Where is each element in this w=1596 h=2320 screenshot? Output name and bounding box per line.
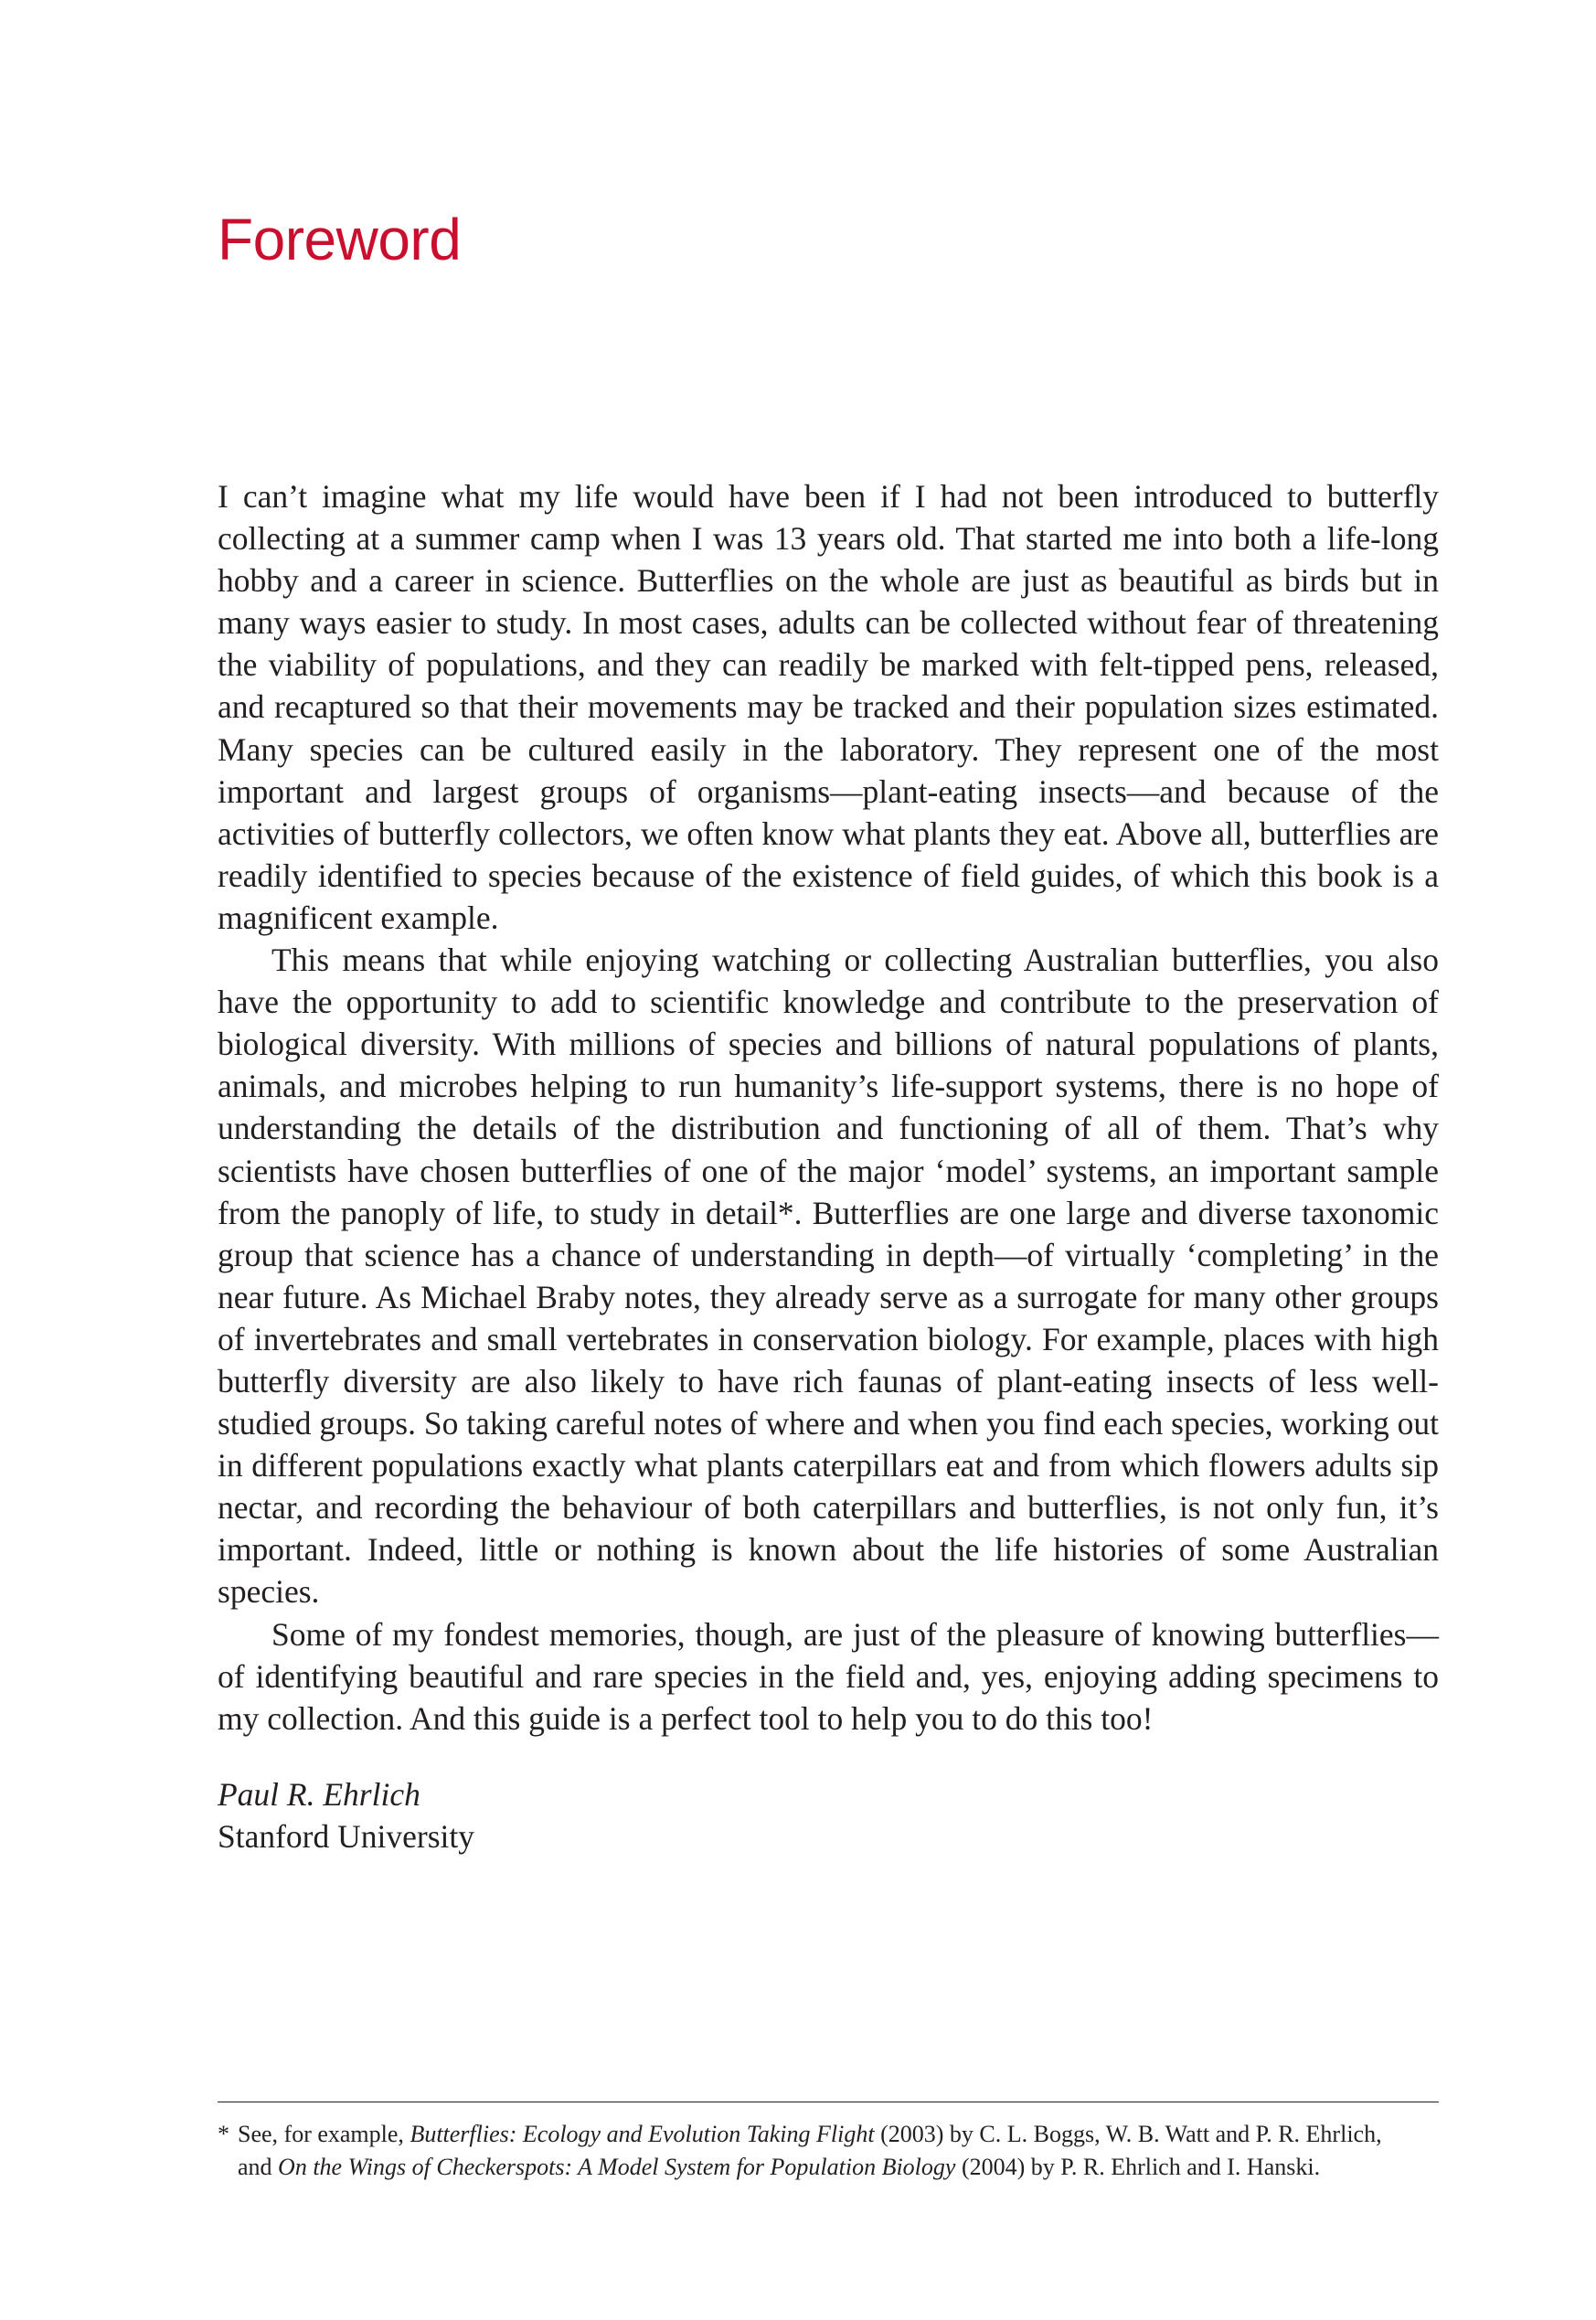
footnote-line2-prefix: and (238, 2154, 279, 2180)
signature-block (218, 1773, 474, 1857)
footnote-line1-suffix: (2003) by C. L. Boggs, W. B. Watt and P. R. Ehrlich, (874, 2121, 1382, 2147)
author-affiliation: Stanford University (218, 1818, 475, 1855)
footnote-line-2 (218, 2151, 1439, 2184)
footnote (218, 2118, 1439, 2184)
page-title: Foreword (218, 207, 462, 272)
paragraph-3: Some of my fondest memories, though, are just of the pleasure of knowing butterflies—of identifying beautiful and rare species in the field and, yes, enjoying adding specimens to my collection. And this guide is a perfect tool to help you to do this too! (218, 1615, 1439, 1737)
footnote-marker: * (218, 2121, 229, 2147)
paragraph-1: I can’t imagine what my life would have been if I had not been introduced to butterfly collecting at a summer camp when I was 13 years old. That started me into both a life-long hobby and a career in science. Butterflies on the whole are just as beautiful as birds but in many ways easier to study. In most cases, adults can be collected without fear of threatening the viability of populations, and they can readily be marked with felt-tipped pens, released, and recaptured so that their movements may be tracked and their population sizes estimated. Many species can be cultured easily in the laboratory. They represent one of the most important and largest groups of organisms—plant-eating insects—and because of the activities of butterfly collectors, we often know what plants they eat. Above all, butterflies are readily identified to species because of the existence of field guides, of which this book is a magnificent example. (218, 478, 1439, 936)
footnote-title-1: Butterflies: Ecology and Evolution Taking Flight (410, 2121, 875, 2147)
footnote-line2-suffix: (2004) by P. R. Ehrlich and I. Hanski. (955, 2154, 1321, 2180)
foreword-body (218, 475, 1439, 1740)
paragraph-2: This means that while enjoying watching or collecting Australian butterflies, you also have the opportunity to add to scientific knowledge and contribute to the preservation of biological diversity. With millions of species and billions of natural populations of plants, animals, and microbes helping to run humanity’s life-support systems, there is no hope of understanding the details of the distribution and functioning of all of them. That’s why scientists have chosen butterflies of one of the major ‘model’ systems, an important sample from the panoply of life, to study in detail*. Butterflies are one large and diverse taxonomic group that science has a chance of understanding in depth—of virtually ‘completing’ in the near future. As Michael Braby notes, they already serve as a surrogate for many other groups of invertebrates and small vertebrates in conservation biology. For example, places with high butterfly diversity are also likely to have rich faunas of plant-eating insects of less well-studied groups. So taking careful notes of where and when you find each species, working out in different populations exactly what plants caterpillars eat and from which flowers adults sip nectar, and recording the behaviour of both caterpillars and butterflies, is not only fun, it’s important. Indeed, little or nothing is known about the life histories of some Australian species. (218, 942, 1439, 1611)
footnote-line1-prefix: See, for example, (238, 2121, 410, 2147)
author-name: Paul R. Ehrlich (218, 1776, 420, 1813)
footnote-line-1 (218, 2121, 1382, 2147)
footnote-title-2: On the Wings of Checkerspots: A Model System for Population Biology (278, 2154, 956, 2180)
